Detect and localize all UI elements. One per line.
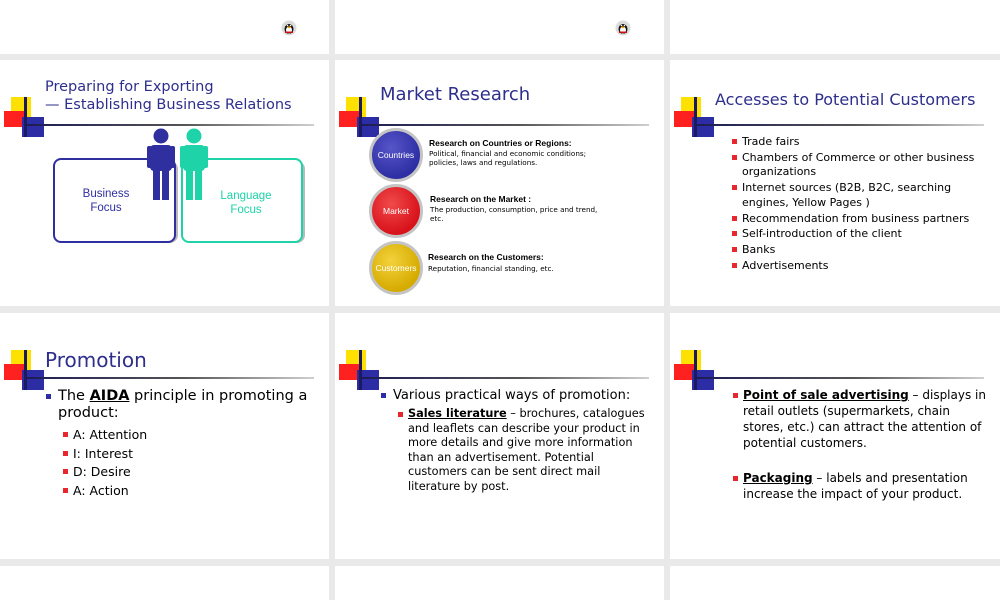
slide-thumbnail-10[interactable] bbox=[0, 566, 329, 600]
list-item bbox=[73, 426, 147, 445]
slide-decoration bbox=[4, 350, 46, 390]
research-heading: Research on Countries or Regions: bbox=[429, 138, 572, 148]
circle-customers: Customers bbox=[369, 241, 423, 295]
person-icon bbox=[179, 128, 209, 200]
slide-thumbnail-3[interactable] bbox=[670, 0, 1000, 54]
bullet-icon bbox=[733, 393, 738, 398]
slide-decoration bbox=[4, 97, 46, 137]
research-text: Reputation, financial standing, etc. bbox=[428, 264, 554, 273]
person-icon bbox=[146, 128, 176, 200]
title-line-2: — Establishing Business Relations bbox=[45, 97, 292, 113]
slide-point-of-sale[interactable] bbox=[670, 313, 1000, 559]
bullet-icon bbox=[63, 469, 68, 474]
list-item bbox=[73, 445, 147, 464]
sales-literature-item: Sales literature – brochures, catalogues and leaflets can describe your product in more details and give more information than an advertisement. Potential customers can be sent direct mail literature by post. bbox=[408, 407, 656, 494]
slide-decoration bbox=[339, 97, 381, 137]
bullet-icon bbox=[63, 451, 68, 456]
access-list bbox=[742, 135, 990, 275]
slide-title bbox=[45, 78, 292, 114]
bullet-icon bbox=[732, 155, 737, 160]
list-item-text: D: Desire bbox=[73, 464, 131, 479]
slide-thumbnail-1[interactable] bbox=[0, 0, 329, 54]
aida-intro: The AIDA principle in promoting a product: bbox=[58, 388, 320, 422]
penguin-icon bbox=[281, 20, 297, 36]
list-item-text: Recommendation from business partners bbox=[742, 211, 970, 225]
slide-title: Market Research bbox=[380, 84, 531, 105]
list-item bbox=[742, 181, 990, 210]
bullet-icon bbox=[732, 216, 737, 221]
aida-list bbox=[73, 426, 147, 500]
title-underline bbox=[359, 377, 649, 379]
slide-decoration bbox=[674, 97, 716, 137]
research-heading: Research on the Customers: bbox=[428, 252, 544, 262]
slide-thumbnail-2[interactable] bbox=[335, 0, 664, 54]
slide-decoration bbox=[339, 350, 381, 390]
penguin-icon bbox=[615, 20, 631, 36]
bullet-icon bbox=[46, 394, 51, 399]
bullet-icon bbox=[732, 263, 737, 268]
list-item bbox=[742, 227, 990, 241]
list-item bbox=[742, 135, 990, 149]
slide-promotion-ways[interactable] bbox=[335, 313, 664, 559]
list-item-text: Internet sources (B2B, B2C, searching engines, Yellow Pages ) bbox=[742, 181, 952, 209]
list-item-text: I: Interest bbox=[73, 445, 134, 461]
bullet-icon bbox=[732, 247, 737, 252]
list-item bbox=[73, 482, 147, 501]
title-underline bbox=[694, 124, 984, 126]
list-item-text: A: Action bbox=[73, 482, 129, 498]
title-underline bbox=[24, 124, 314, 126]
list-item-text: Self-introduction of the client bbox=[742, 227, 902, 241]
list-item-text: A: Attention bbox=[73, 427, 148, 442]
title-underline bbox=[694, 377, 984, 379]
bullet-icon bbox=[732, 231, 737, 236]
slide-promotion[interactable] bbox=[0, 313, 329, 559]
packaging-item: Packaging – labels and presentation increase the impact of your product. bbox=[743, 470, 991, 502]
slide-accesses-customers[interactable] bbox=[670, 60, 1000, 306]
list-item bbox=[73, 463, 147, 482]
research-heading: Research on the Market : bbox=[430, 194, 532, 204]
slide-thumbnail-11[interactable] bbox=[335, 566, 664, 600]
bullet-icon bbox=[732, 139, 737, 144]
bullet-icon bbox=[733, 476, 738, 481]
slide-title: Promotion bbox=[45, 348, 147, 372]
list-item bbox=[742, 212, 990, 226]
list-item bbox=[742, 259, 990, 273]
title-underline bbox=[24, 377, 314, 379]
title-line-1: Preparing for Exporting bbox=[45, 79, 214, 95]
bullet-icon bbox=[398, 412, 403, 417]
bullet-icon bbox=[732, 185, 737, 190]
slide-market-research[interactable] bbox=[335, 60, 664, 306]
list-item bbox=[742, 243, 990, 257]
circle-countries: Countries bbox=[369, 128, 423, 182]
slide-title: Accesses to Potential Customers bbox=[715, 90, 976, 109]
point-of-sale-item: Point of sale advertising – displays in retail outlets (supermarkets, chain stores, etc.) can attract the attention of potential customers. bbox=[743, 387, 991, 451]
business-focus-label: Business Focus bbox=[82, 188, 130, 214]
research-text: Political, financial and economic conditions; policies, laws and regulations. bbox=[429, 149, 587, 167]
list-item-text: Banks bbox=[742, 243, 776, 257]
ways-intro: Various practical ways of promotion: bbox=[393, 388, 630, 404]
slide-preparing-exporting[interactable] bbox=[0, 60, 329, 306]
list-item-text: Trade fairs bbox=[742, 135, 800, 148]
slide-thumbnail-12[interactable] bbox=[670, 566, 1000, 600]
bullet-icon bbox=[63, 488, 68, 493]
list-item-text: Chambers of Commerce or other business organizations bbox=[742, 150, 975, 179]
list-item-text: Advertisements bbox=[742, 259, 829, 273]
slide-decoration bbox=[674, 350, 716, 390]
research-text: The production, consumption, price and trend, etc. bbox=[430, 205, 598, 223]
bullet-icon bbox=[381, 393, 386, 398]
circle-market: Market bbox=[369, 184, 423, 238]
title-underline bbox=[359, 124, 649, 126]
list-item bbox=[742, 151, 990, 180]
language-focus-label: Language Focus bbox=[220, 190, 272, 216]
bullet-icon bbox=[63, 432, 68, 437]
